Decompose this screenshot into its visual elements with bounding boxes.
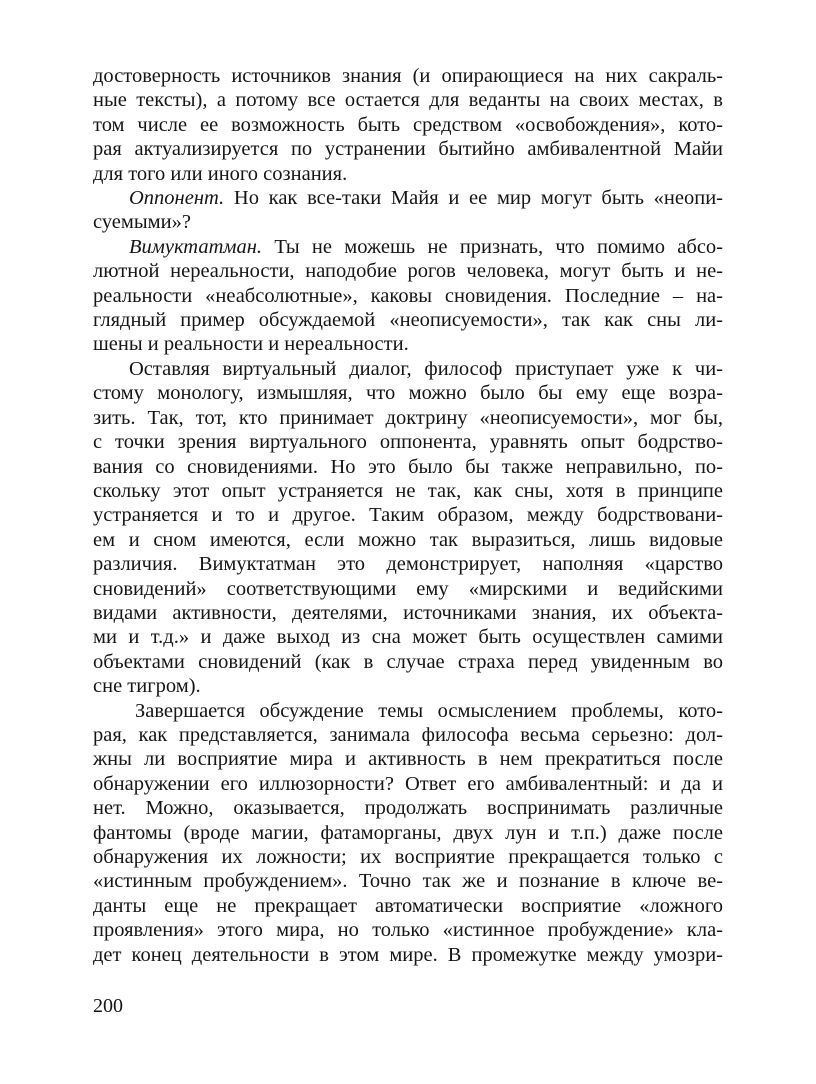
text-line: скольку этот опыт устраняется не так, как сны, хотя в принципе (93, 479, 723, 502)
text-line: глядный пример обсуждаемой «неописуемости», так как сны ли- (93, 309, 723, 332)
text-line: сне тигром). (93, 675, 201, 698)
text-line: «истинным пробуждением». Точно так же и познание в ключе ве- (93, 870, 723, 893)
paragraph-start: Оставляя виртуальный диалог, философ приступает уже к чи- (129, 357, 723, 380)
text-line: ем и сном имеются, если можно так выразиться, лишь видовые (93, 528, 723, 551)
text-line: обнаружении его иллюзорности? Ответ его амбивалентный: и да и (93, 772, 723, 795)
text-line: различия. Вимуктатман это демонстрирует, наполняя «царство (93, 553, 723, 576)
dialogue-line-vimuktatman (93, 235, 723, 259)
text-line: суемыми»? (93, 211, 191, 234)
text-line: данты еще не прекращает автоматически восприятие «ложного (93, 894, 723, 917)
text-line: фантомы (вроде магии, фатаморганы, двух лун и т.п.) даже после (93, 821, 723, 844)
text-line: вания со сновидениями. Но это было бы также неправильно, по- (93, 455, 723, 478)
text-line: достоверность источников знания (и опирающиеся на них сакраль- (93, 65, 723, 87)
speaker-name: Оппонент. (129, 187, 225, 210)
text-line: обнаружения их ложности; их восприятие прекращается только с (93, 846, 723, 868)
text-line: проявления» этого мира, но только «истинное пробуждение» кла- (93, 919, 723, 942)
text-line: объектами сновидений (как в случае страха перед увиденным во (93, 650, 723, 673)
text-line: реальности «неабсолютные», каковы сновидения. Последние – на- (93, 284, 723, 307)
text-line: ные тексты), а потому все остается для веданты на своих местах, в (93, 89, 723, 112)
text-line: для того или иного сознания. (93, 162, 348, 185)
speaker-text: Ты не можешь не признать, что помимо абсо- (262, 235, 723, 258)
paragraph-start: Завершается обсуждение темы осмыслением проблемы, кото- (135, 699, 723, 722)
text-line: устраняется и то и другое. Таким образом, между бодрствовани- (93, 504, 723, 527)
page-number: 200 (93, 995, 123, 1017)
text-line: лютной нереальности, наподобие рогов человека, могут быть и не- (93, 260, 723, 283)
dialogue-line-opponent (93, 186, 723, 210)
text-line: том числе ее возможность быть средством «освобождения», кото- (93, 113, 723, 136)
text-line: нет. Можно, оказывается, продолжать воспринимать различные (93, 797, 723, 820)
text-line: с точки зрения виртуального оппонента, уравнять опыт бодрство- (93, 431, 723, 454)
text-line: рая, как представляется, занимала философа весьма серьезно: дол- (93, 723, 723, 746)
text-line: сновидений» соответствующими ему «мирскими и ведийскими (93, 577, 723, 600)
text-line: стому монологу, измышляя, что можно было бы ему еще возра- (93, 382, 723, 405)
speaker-text: Но как все-таки Майя и ее мир могут быть «неопи- (224, 187, 723, 210)
speaker-name: Вимуктатман. (129, 235, 263, 258)
text-line: ми и т.д.» и даже выход из сна может быть осуществлен самими (93, 626, 723, 649)
text-line: рая актуализируется по устранении бытийно амбивалентной Майи (93, 138, 723, 161)
text-line: видами активности, деятелями, источниками знания, их объекта- (93, 601, 723, 624)
text-line: жны ли восприятие мира и активность в нем прекратиться после (93, 748, 723, 771)
text-line: шены и реальности и нереальности. (93, 333, 409, 356)
text-line: дет конец деятельности в этом мире. В промежутке между умозри- (93, 943, 723, 966)
text-line: зить. Так, тот, кто принимает доктрину «неописуемости», мог бы, (93, 406, 723, 429)
body-text (93, 64, 723, 967)
